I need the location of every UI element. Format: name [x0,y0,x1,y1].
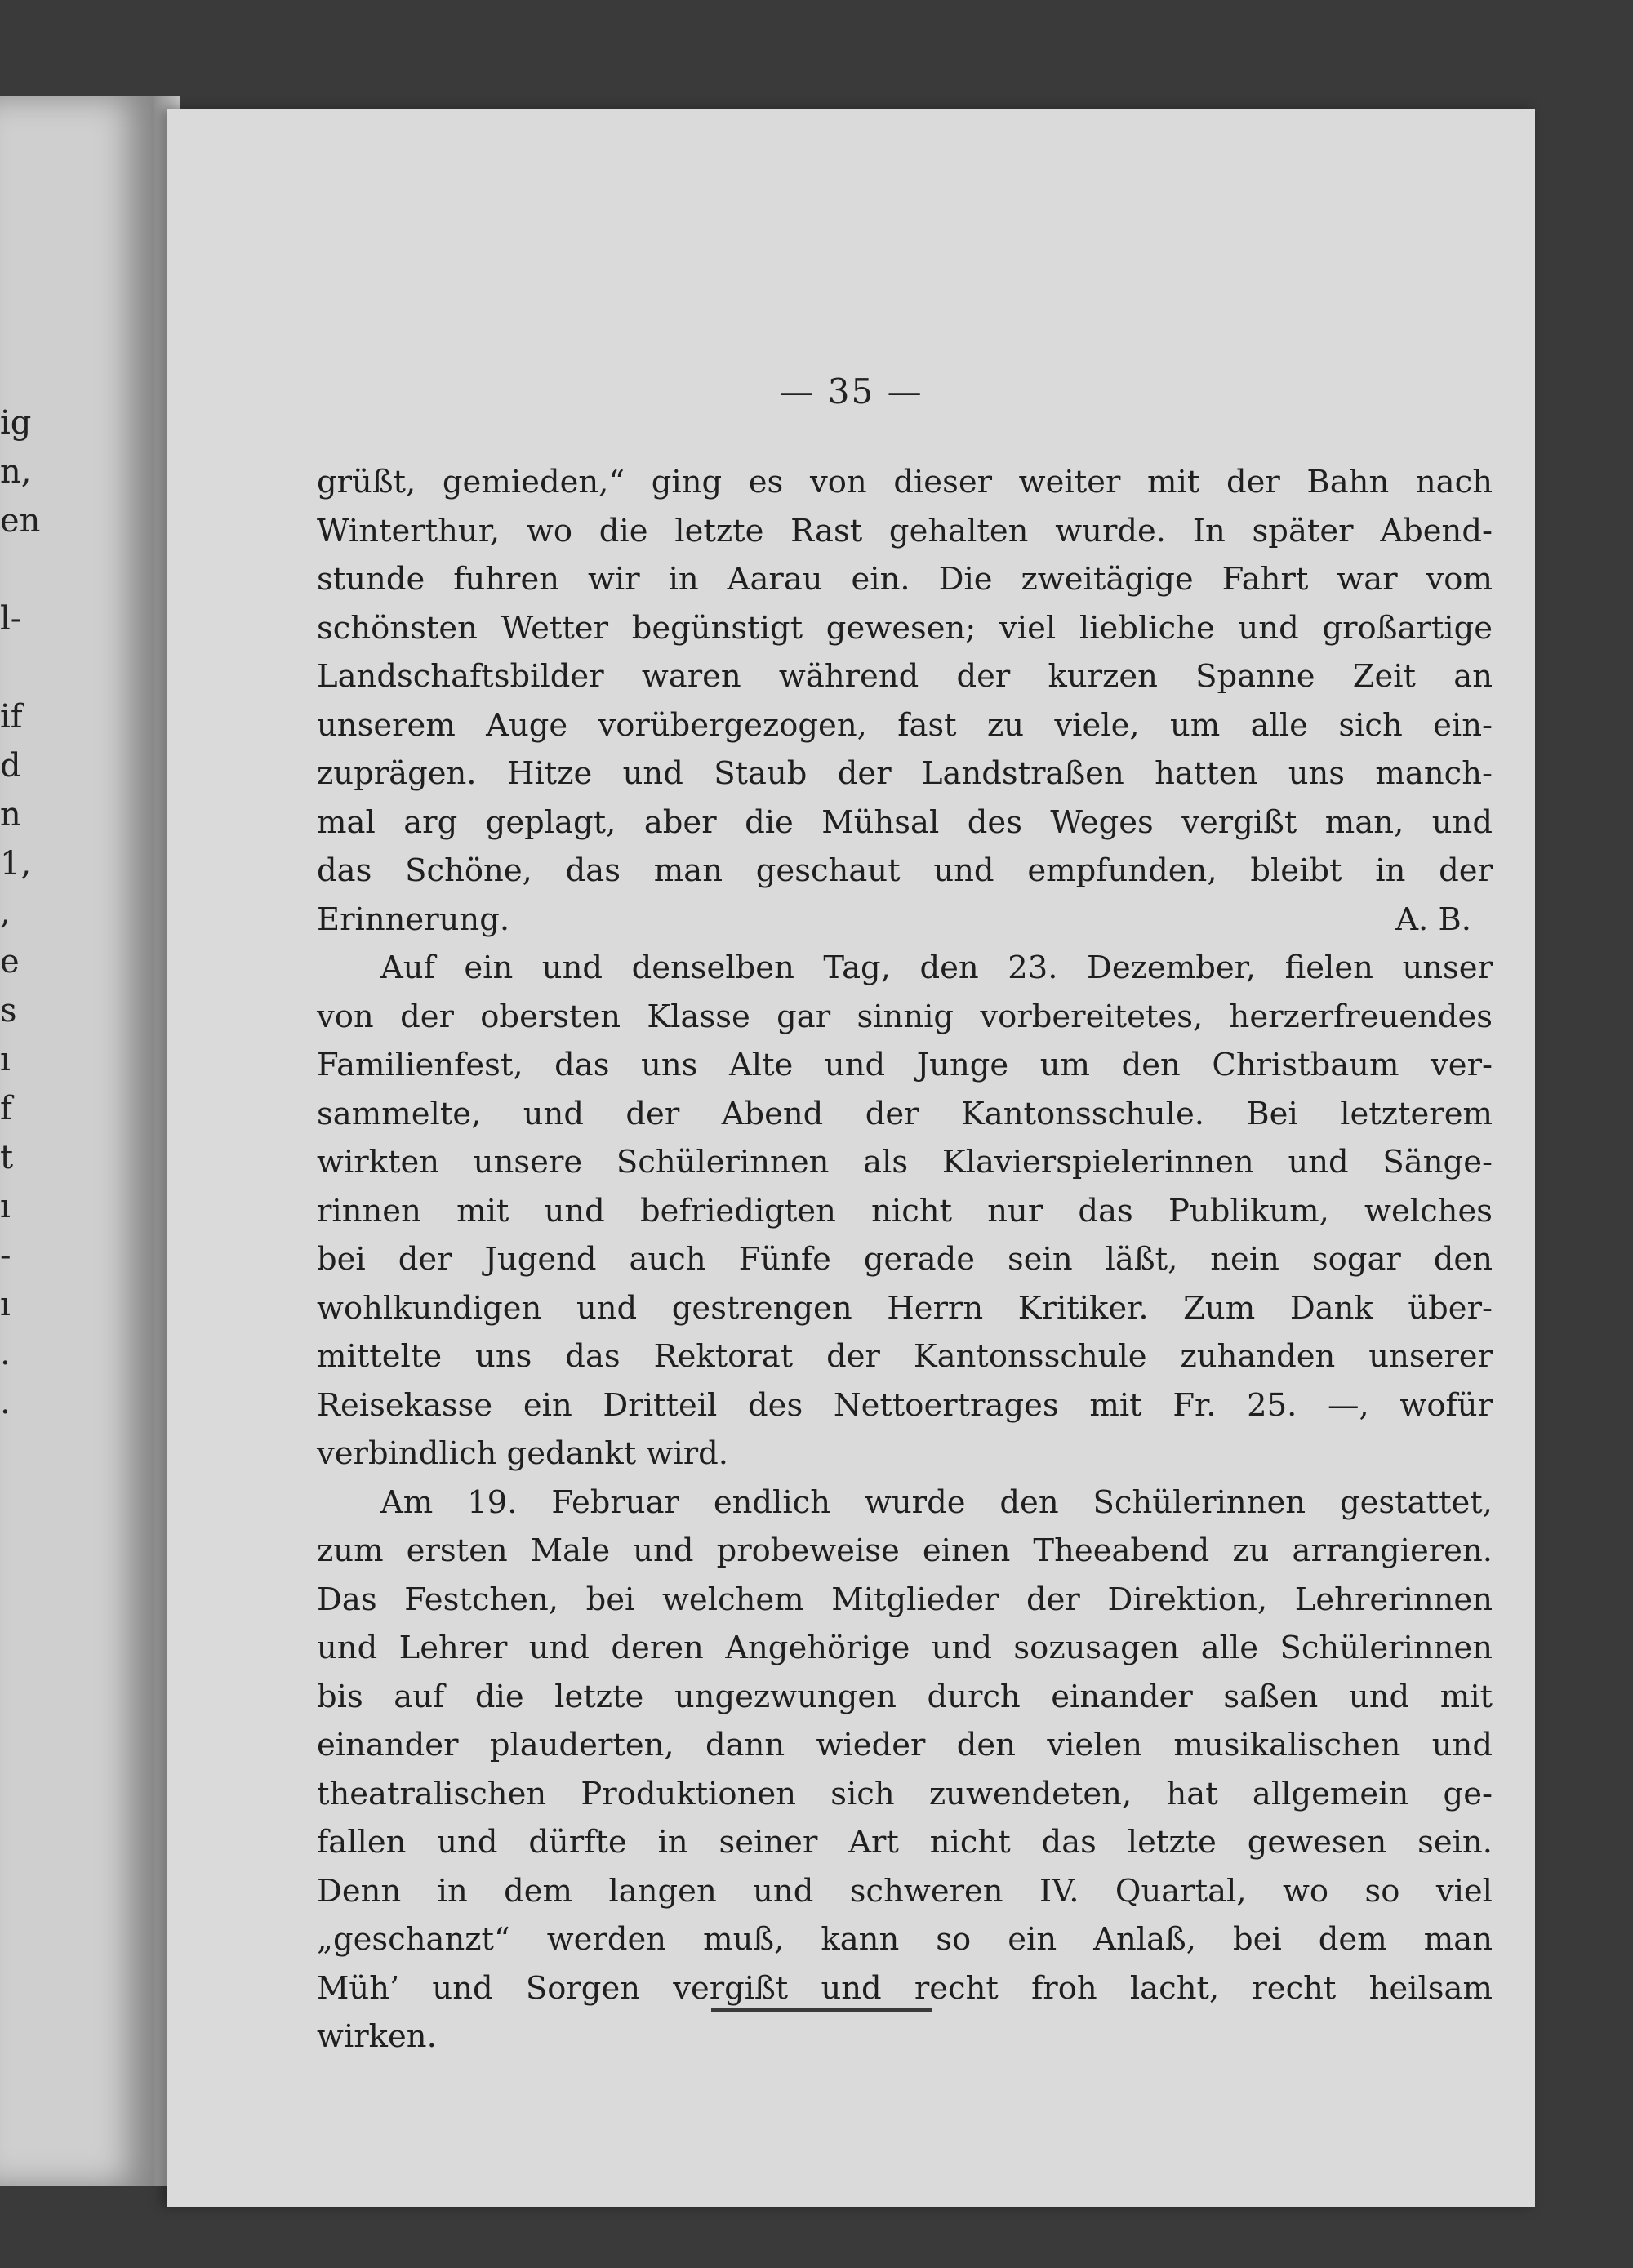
text-line: Denn in dem langen und schweren IV. Quartal, wo so viel [317,1872,1493,1910]
text-line: und Lehrer und deren Angehörige und sozusagen alle Schülerinnen [317,1630,1493,1666]
text-line: Am 19. Februar endlich wurde den Schülerinnen gestattet, [380,1483,1493,1521]
text-line: grüßt, gemieden,“ ging es von dieser weiter mit der Bahn nach [317,464,1493,500]
text-line: Reisekasse ein Dritteil des Nettoertrages mit Fr. 25. —, wofür [317,1386,1493,1424]
text-line: schönsten Wetter begünstigt gewesen; viel liebliche und großartige [317,609,1493,647]
author-signature: A. B. [1395,901,1471,938]
text-line: mal arg geplagt, aber die Mühsal des Weges vergißt man, und [317,803,1493,841]
text-line: wohlkundigen und gestrengen Herrn Kritiker. Zum Dank über- [317,1289,1493,1327]
text-line: mittelte uns das Rektorat der Kantonsschule zuhanden unserer [317,1338,1493,1375]
text-line: bis auf die letzte ungezwungen durch einander saßen und mit [317,1678,1493,1715]
text-line: das Schöne, das man geschaut und empfunden, bleibt in der [317,852,1493,889]
text-line: Das Festchen, bei welchem Mitglieder der Direktion, Lehrerinnen [317,1581,1493,1618]
page-number: — 35 — [779,371,923,411]
text-line: rinnen mit und befriedigten nicht nur das Publikum, welches [317,1192,1493,1230]
paragraph-end-with-signature [317,896,1493,945]
text-line: Müh’ und Sorgen vergißt und recht froh lacht, recht heilsam [317,1969,1493,2007]
page-body-text [317,458,1493,2061]
text-line: sammelte, und der Abend der Kantonsschule. Bei letzterem [317,1095,1493,1132]
text-line: fallen und dürfte in seiner Art nicht das letzte gewesen sein. [317,1824,1493,1861]
text-line: verbindlich gedankt wird. [317,1435,728,1472]
book-page [167,109,1535,2207]
text-line: wirken. [317,2018,437,2055]
facing-page-edge [0,96,154,2186]
facing-page-text-fragments: ig n, en l- if d n 1, , e s ı f t ı - ı . . [0,404,41,1421]
text-line: stunde fuhren wir in Aarau ein. Die zweitägige Fahrt war vom [317,561,1493,598]
text-line: „geschanzt“ werden muß, kann so ein Anlaß, bei dem man [317,1921,1493,1958]
text-line: zum ersten Male und probeweise einen Theeabend zu arrangieren. [317,1532,1493,1569]
text-line: Auf ein und denselben Tag, den 23. Dezember, fielen unser [380,949,1493,986]
text-line: wirkten unsere Schülerinnen als Klavierspielerinnen und Sänge- [317,1144,1493,1181]
text-line: Winterthur, wo die letzte Rast gehalten wurde. In später Abend- [317,512,1493,549]
text-line: unserem Auge vorübergezogen, fast zu viele, um alle sich ein- [317,706,1493,744]
text-line: Landschaftsbilder waren während der kurzen Spanne Zeit an [317,658,1493,695]
text-line: Erinnerung. [317,901,510,938]
text-line: Familienfest, das uns Alte und Junge um den Christbaum ver- [317,1047,1493,1083]
section-end-rule [711,2008,932,2012]
text-line: bei der Jugend auch Fünfe gerade sein läßt, nein sogar den [317,1241,1493,1278]
text-line: einander plauderten, dann wieder den vielen musikalischen und [317,1727,1493,1763]
text-line: zuprägen. Hitze und Staub der Landstraßen hatten uns manch- [317,755,1493,792]
text-line: von der obersten Klasse gar sinnig vorbereitetes, herzerfreuendes [317,998,1493,1035]
text-line: theatralischen Produktionen sich zuwendeten, hat allgemein ge- [317,1775,1493,1812]
